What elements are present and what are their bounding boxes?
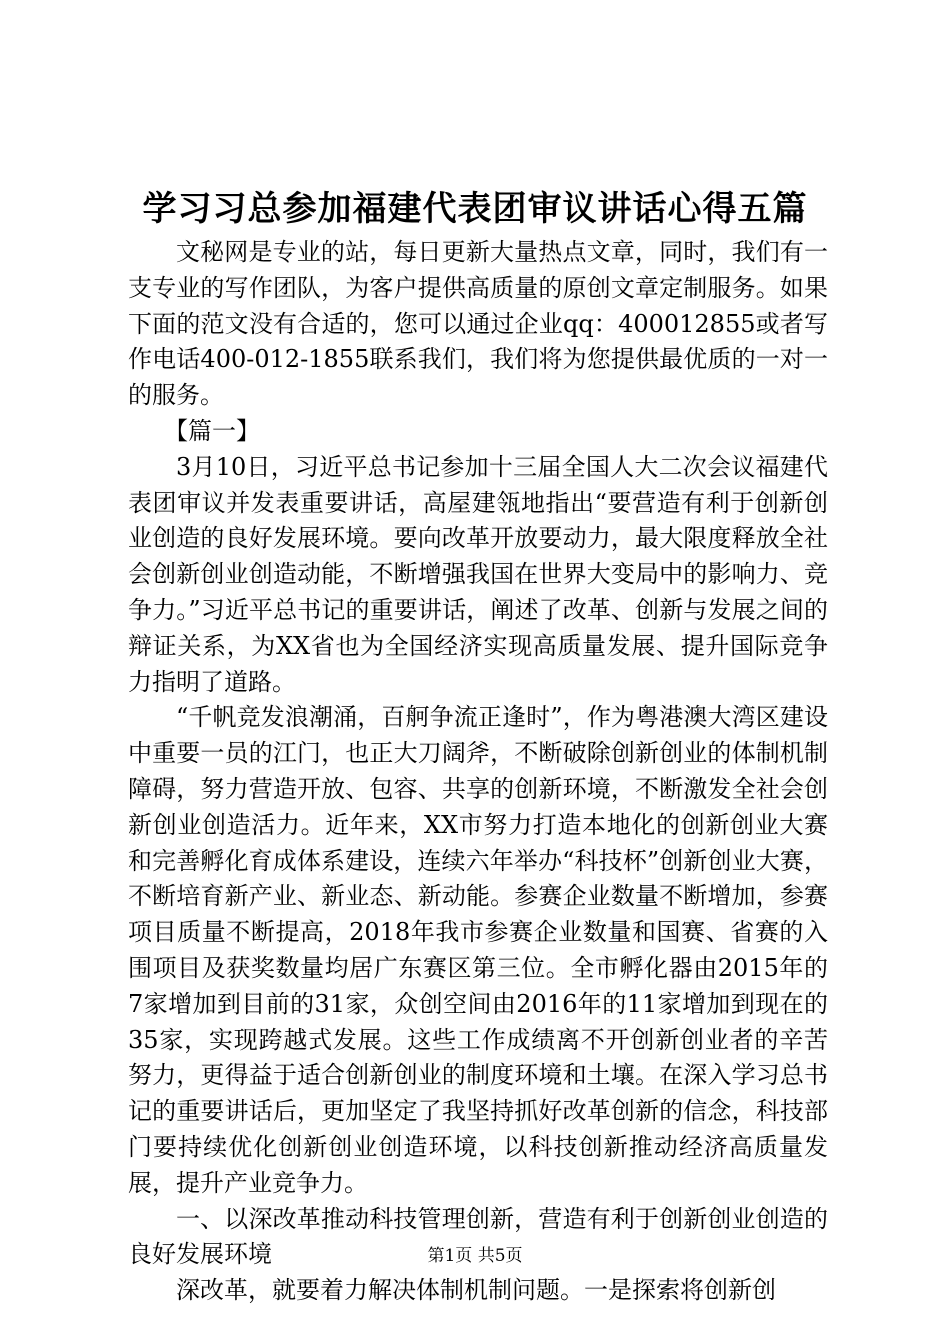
subheading-paragraph: 一、以深改革推动科技管理创新，营造有利于创新创业创造的良好发展环境 bbox=[128, 1204, 828, 1269]
document-title: 学习习总参加福建代表团审议讲话心得五篇 bbox=[142, 189, 808, 229]
body-paragraph: “千帆竞发浪潮涌，百舸争流正逢时”，作为粤港澳大湾区建设中重要一员的江门，也正大刀阔斧，不断破除创新创业的体制机制障碍，努力营造开放、包容、共享的创新环境，不断激发全社会创新创业创造活力。近年来，XX市努力打造本地化的创新创业大赛和完善孵化育成体系建设，连续六年举办“科技杯”创新创业大赛，不断培育新产业、新业态、新动能。参赛企业数量不断增加，参赛项目质量不断提高，2018年我市参赛企业数量和国赛、省赛的入围项目及获奖数量均居广东赛区第三位。全市孵化器由2015年的7家增加到目前的31家，众创空间由2016年的11家增加到现在的35家，实现跨越式发展。这些工作成绩离不开创新创业者的辛苦努力，更得益于适合创新创业的制度环境和土壤。在深入学习总书记的重要讲话后，更加坚定了我坚持抓好改革创新的信念，科技部门要持续优化创新创业创造环境，以科技创新推动经济高质量发展，提升产业竞争力。 bbox=[128, 703, 828, 1197]
section-heading-part-one: 【篇一】 bbox=[164, 416, 260, 445]
intro-paragraph: 文秘网是专业的站，每日更新大量热点文章，同时，我们有一支专业的写作团队，为客户提供高质量的原创文章定制服务。如果下面的范文没有合适的，您可以通过企业qq：400012855或者写作电话400-012-1855联系我们，我们将为您提供最优质的一对一的服务。 bbox=[128, 238, 828, 410]
body-paragraph: 3月10日，习近平总书记参加十三届全国人大二次会议福建代表团审议并发表重要讲话，高屋建瓴地指出“要营造有利于创新创业创造的良好发展环境。要向改革开放要动力，最大限度释放全社会创新创业创造动能，不断增强我国在世界大变局中的影响力、竞争力。”习近平总书记的重要讲话，阐述了改革、创新与发展之间的辩证关系，为XX省也为全国经济实现高质量发展、提升国际竞争力指明了道路。 bbox=[128, 452, 828, 696]
page-footer: 第1页 共5页 bbox=[427, 1246, 523, 1266]
body-paragraph: 深改革，就要着力解决体制机制问题。一是探索将创新创 bbox=[176, 1276, 776, 1305]
document-body bbox=[128, 235, 828, 1309]
